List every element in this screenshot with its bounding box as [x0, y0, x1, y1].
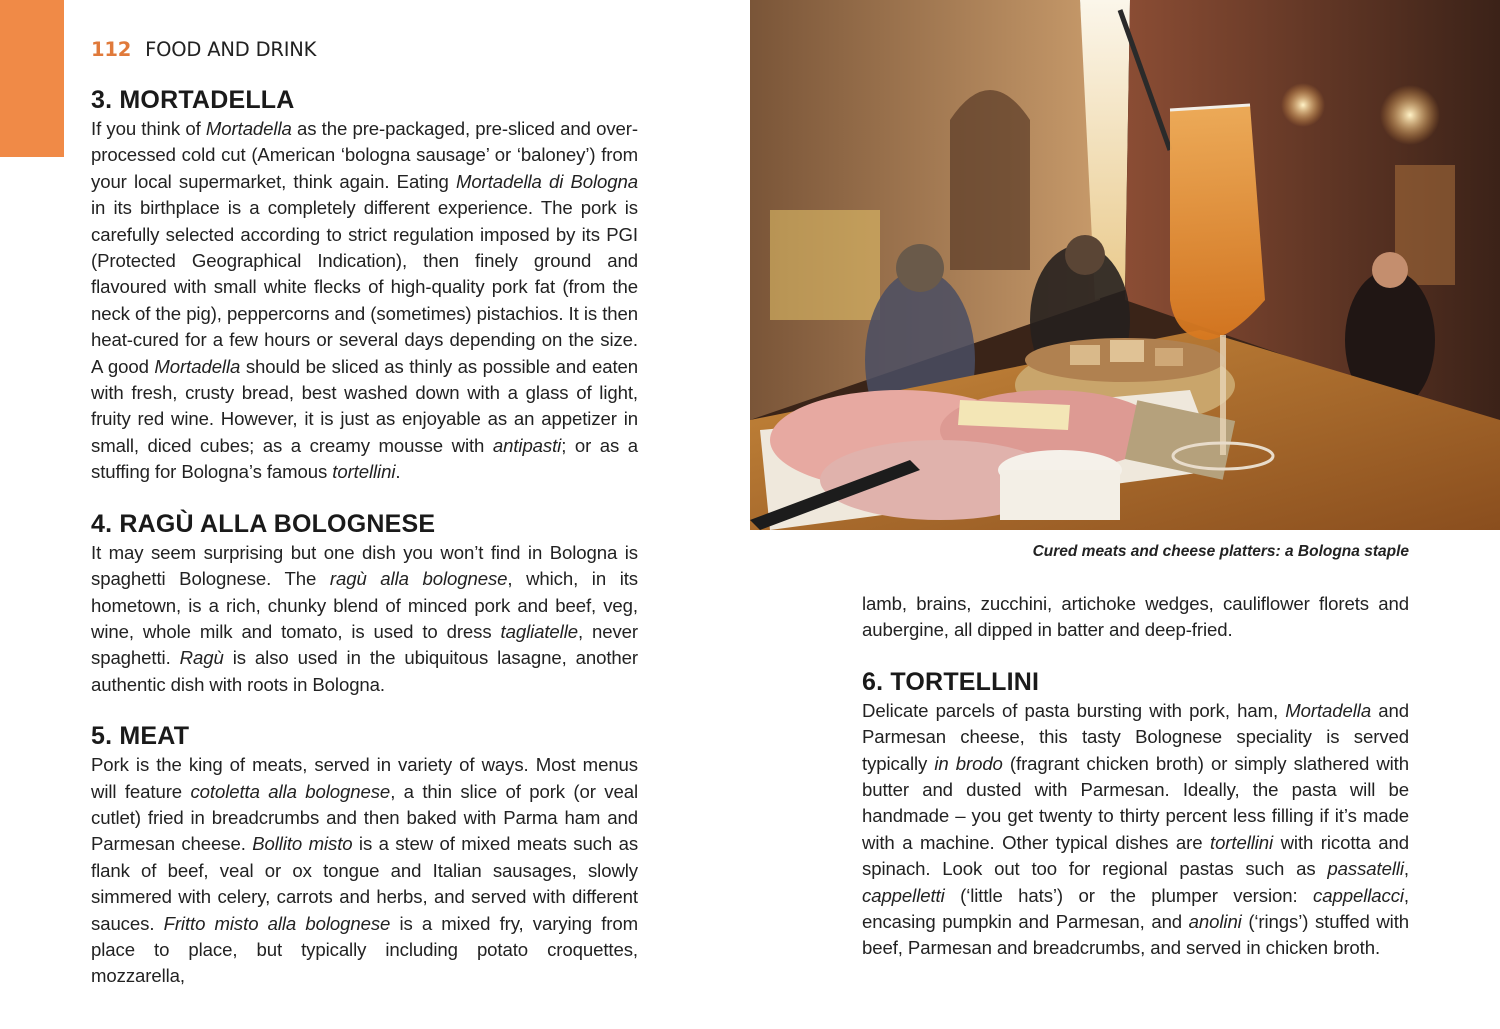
paragraph-ragu: It may seem surprising but one dish you won’t find in Bologna is spaghetti Bolognese. The ragù alla bolognese, which, in its hometown, is a rich, chunky blend of minced pork and beef, veg, wine, whole milk and tomato, is used to dress tagliatelle, never spaghetti. Ragù is also used in the ubiquitous lasagne, another authentic dish with roots in Bologna.	[91, 541, 638, 695]
food-photo	[750, 0, 1500, 530]
photo-illustration	[750, 0, 1500, 530]
paragraph-meat: Pork is the king of meats, served in variety of ways. Most menus will feature cotoletta alla bolognese, a thin slice of pork (or veal cutlet) fried in breadcrumbs and then baked with Parma ham and Parmesan cheese. Bollito misto is a stew of mixed meats such as flank of beef, veal or ox tongue and Italian sausages, slowly simmered with celery, carrots and herbs, and served with different sauces. Fritto misto alla bolognese is a mixed fry, varying from place to place, but typically including potato croquettes, mozzarella,	[91, 754, 639, 987]
heading-meat: 5. MEAT	[91, 722, 190, 751]
paragraph-mortadella: If you think of Mortadella as the pre-packaged, pre-sliced and over-processed cold cut (American ‘bologna sausage’ or ‘baloney’) from your local supermarket, think again. Eating Mortadella di Bologna in its birthplace is a completely different experience. The pork is carefully selected according to strict regulation imposed by its PGI (Protected Geographical Indication), then finely ground and flavoured with small white flecks of high-quality pork fat (from the neck of the pig), peppercorns and (sometimes) pistachios. It is then heat-cured for a few hours or several days depending on the size. A good Mortadella should be sliced as thinly as possible and eaten with fresh, crusty bread, best washed down with a glass of light, fruity red wine. However, it is just as enjoyable as an appetizer in small, diced cubes; as a creamy mousse with antipasti; or as a stuffing for Bologna’s famous tortellini.	[91, 118, 639, 483]
heading-mortadella: 3. MORTADELLA	[91, 86, 295, 114]
page-number: 112	[91, 38, 132, 61]
photo-caption: Cured meats and cheese platters: a Bologna staple	[1032, 543, 1409, 560]
heading-tortellini: 6. TORTELLINI	[862, 667, 1040, 696]
paragraph-tortellini: Delicate parcels of pasta bursting with pork, ham, Mortadella and Parmesan cheese, this tasty Bolognese speciality is served typically in brodo (fragrant chicken broth) or simply slathered with butter and dusted with Parmesan. Ideally, the pasta will be handmade – you get twenty to thirty percent less filling if it’s made with a machine. Other typical dishes are tortellini with ricotta and spinach. Look out too for regional pastas such as passatelli, cappelletti (‘little hats’) or the plumper version: cappellacci, encasing pumpkin and Parmesan, and anolini (‘rings’) stuffed with beef, Parmesan and breadcrumbs, and served in chicken broth.	[862, 699, 1409, 959]
heading-ragu: 4. RAGÙ ALLA BOLOGNESE	[91, 509, 436, 538]
right-column	[862, 591, 1409, 962]
section-title: FOOD AND DRINK	[145, 38, 317, 61]
chapter-tab-marker	[0, 0, 64, 157]
running-head	[91, 38, 316, 61]
left-column	[91, 84, 638, 990]
paragraph-meat-continued: lamb, brains, zucchini, artichoke wedges, cauliflower florets and aubergine, all dipped in batter and deep-fried.	[862, 593, 1409, 641]
